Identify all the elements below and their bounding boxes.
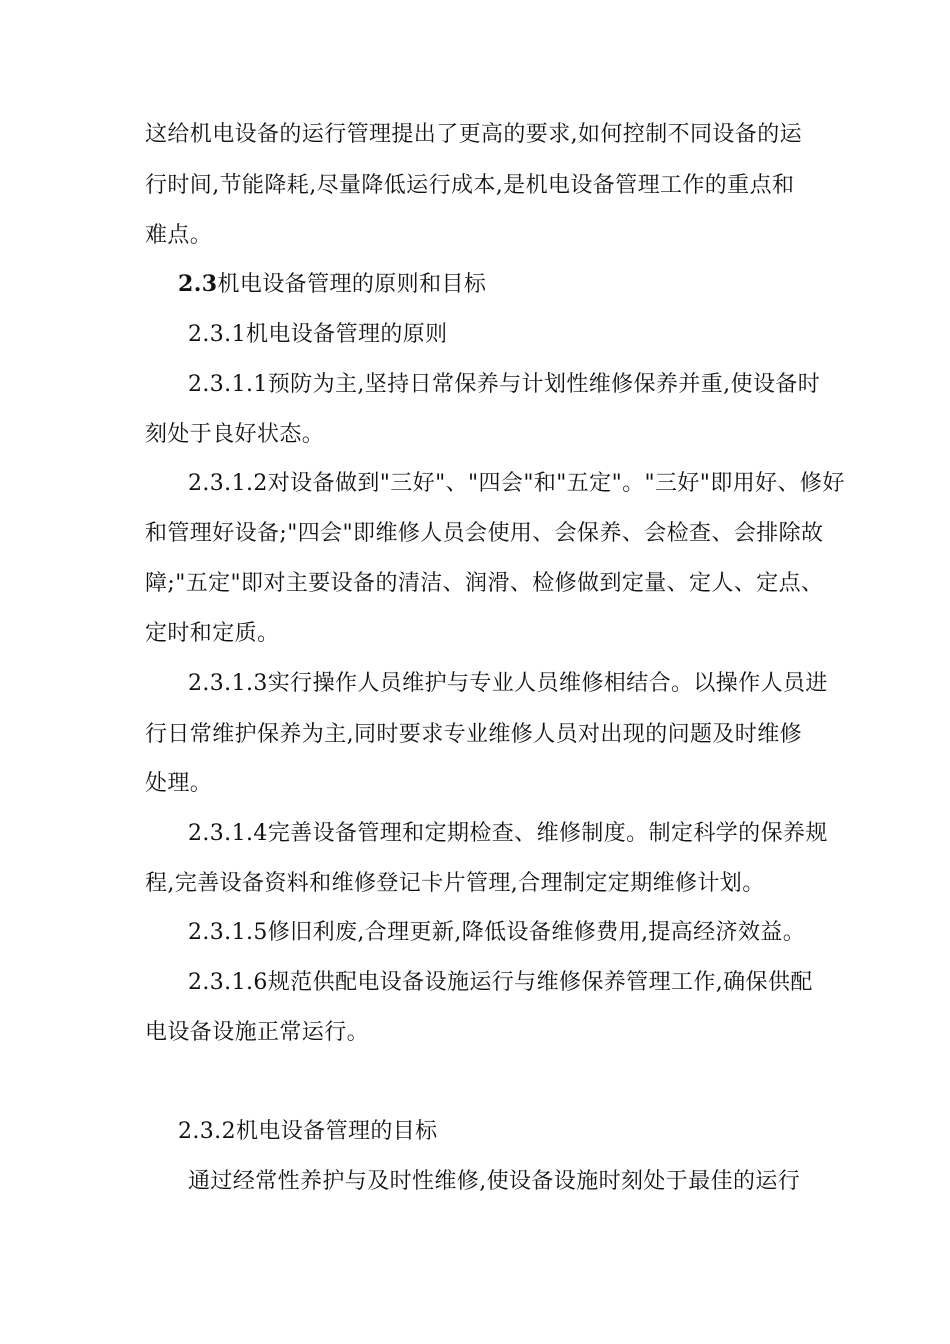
paragraph-line: 通过经常性养护与及时性维修,使设备设施时刻处于最佳的运行 <box>188 1169 801 1194</box>
paragraph-line: 2.3.1.1预防为主,坚持日常保养与计划性维修保养并重,使设备时 <box>188 372 821 397</box>
paragraph-line: 障;"五定"即对主要设备的清洁、润滑、检修做到定量、定人、定点、 <box>145 571 824 596</box>
paragraph-line: 这给机电设备的运行管理提出了更高的要求,如何控制不同设备的运 <box>145 122 802 147</box>
paragraph-line: 处理。 <box>145 771 213 796</box>
paragraph-line: 电设备设施正常运行。 <box>145 1020 370 1045</box>
section-title: 机电设备管理的原则和目标 <box>217 272 487 297</box>
paragraph-line: 2.3.1.3实行操作人员维护与专业人员维修相结合。以操作人员进 <box>188 671 828 696</box>
paragraph-line: 定时和定质。 <box>145 621 280 646</box>
paragraph-line: 行时间,节能降耗,尽量降低运行成本,是机电设备管理工作的重点和 <box>145 173 795 198</box>
paragraph-line: 和管理好设备;"四会"即维修人员会使用、会保养、会检查、会排除故 <box>145 521 824 546</box>
paragraph-line: 2.3.1.5修旧利废,合理更新,降低设备维修费用,提高经济效益。 <box>188 920 806 945</box>
paragraph-line: 难点。 <box>145 223 213 248</box>
paragraph-line: 刻处于良好状态。 <box>145 422 325 447</box>
section-heading-2-3 <box>178 269 828 300</box>
paragraph-line: 行日常维护保养为主,同时要求专业维修人员对出现的问题及时维修 <box>145 722 802 747</box>
paragraph-line: 2.3.1.2对设备做到"三好"、"四会"和"五定"。"三好"即用好、修好 <box>188 471 845 496</box>
subsection-heading: 2.3.1机电设备管理的原则 <box>188 322 448 347</box>
paragraph-line: 2.3.1.6规范供配电设备设施运行与维修保养管理工作,确保供配 <box>188 970 813 995</box>
subsection-heading: 2.3.2机电设备管理的目标 <box>178 1119 438 1144</box>
paragraph-line: 程,完善设备资料和维修登记卡片管理,合理制定定期维修计划。 <box>145 871 765 896</box>
section-number: 2.3 <box>178 271 218 297</box>
paragraph-line: 2.3.1.4完善设备管理和定期检查、维修制度。制定科学的保养规 <box>188 821 828 846</box>
